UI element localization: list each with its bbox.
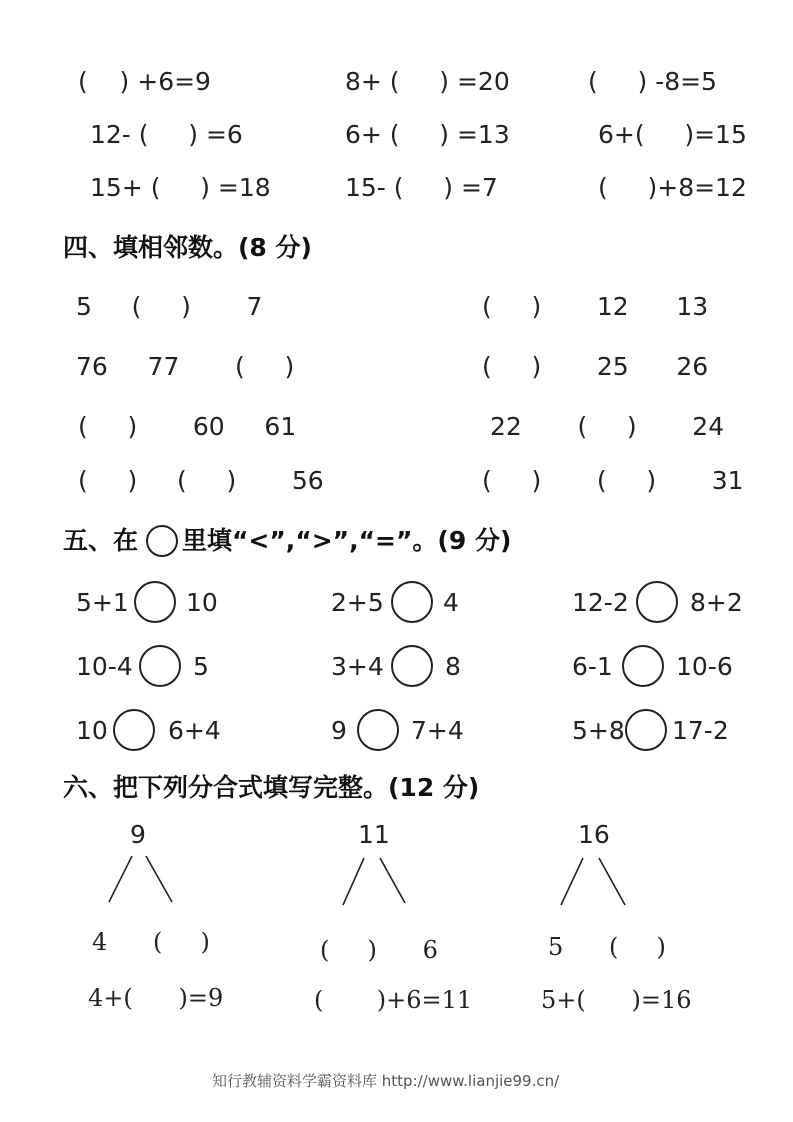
equation-r2-c3: 6+( )=15 bbox=[598, 120, 747, 149]
compare-left: 10 bbox=[76, 716, 108, 745]
equation-r1-c2: 8+ ( ) =20 bbox=[345, 67, 510, 96]
compare-right: 7+4 bbox=[411, 716, 464, 745]
equation-r1-c1: ( ) +6=9 bbox=[78, 67, 211, 96]
equation-r2-c2: 6+ ( ) =13 bbox=[345, 120, 510, 149]
compare-left: 6-1 bbox=[572, 652, 613, 681]
neighbor-right-3: 22 ( ) 24 bbox=[490, 412, 725, 441]
compare-left: 9 bbox=[331, 716, 347, 745]
compare-right: 8 bbox=[445, 652, 461, 681]
tree-equation: 5+( )=16 bbox=[541, 986, 692, 1014]
section6-heading: 六、把下列分合式填写完整。(12 分) bbox=[63, 773, 480, 802]
compare-left: 2+5 bbox=[331, 588, 384, 617]
compare-right: 10-6 bbox=[676, 652, 733, 681]
equation-r3-c3: ( )+8=12 bbox=[598, 173, 747, 202]
compare-left: 5+1 bbox=[76, 588, 129, 617]
compare-right: 4 bbox=[443, 588, 459, 617]
tree-equation: 4+( )=9 bbox=[88, 984, 224, 1012]
equation-r1-c3: ( ) -8=5 bbox=[588, 67, 717, 96]
compare-right: 8+2 bbox=[690, 588, 743, 617]
equation-r3-c2: 15- ( ) =7 bbox=[345, 173, 498, 202]
section5-heading-prefix: 五、在 bbox=[63, 526, 139, 555]
neighbor-right-4: ( ) ( ) 31 bbox=[482, 466, 744, 495]
section4-heading: 四、填相邻数。(8 分) bbox=[63, 233, 312, 262]
tree-parts: 5 ( ) bbox=[548, 933, 666, 961]
neighbor-left-1: 5 ( ) 7 bbox=[76, 292, 263, 321]
neighbor-left-4: ( ) ( ) 56 bbox=[78, 466, 324, 495]
footer-watermark: 知行教辅资料学霸资料库 http://www.lianjie99.cn/ bbox=[212, 1072, 560, 1090]
tree-parts: 4 ( ) bbox=[92, 928, 210, 956]
neighbor-left-2: 76 77 ( ) bbox=[76, 352, 295, 381]
neighbor-right-2: ( ) 25 26 bbox=[482, 352, 709, 381]
compare-right: 17-2 bbox=[672, 716, 729, 745]
section5-heading-suffix: 里填“<”,“>”,“=”。(9 分) bbox=[182, 526, 512, 555]
tree-equation: ( )+6=11 bbox=[314, 986, 473, 1014]
compare-right: 6+4 bbox=[168, 716, 221, 745]
equation-r3-c1: 15+ ( ) =18 bbox=[90, 173, 271, 202]
neighbor-right-1: ( ) 12 13 bbox=[482, 292, 709, 321]
compare-left: 12-2 bbox=[572, 588, 629, 617]
tree-top-number: 9 bbox=[130, 820, 146, 849]
compare-left: 5+8 bbox=[572, 716, 625, 745]
compare-left: 3+4 bbox=[331, 652, 384, 681]
compare-left: 10-4 bbox=[76, 652, 133, 681]
equation-r2-c1: 12- ( ) =6 bbox=[90, 120, 243, 149]
neighbor-left-3: ( ) 60 61 bbox=[78, 412, 297, 441]
tree-top-number: 11 bbox=[358, 820, 390, 849]
compare-right: 10 bbox=[186, 588, 218, 617]
tree-top-number: 16 bbox=[578, 820, 610, 849]
tree-parts: ( ) 6 bbox=[320, 936, 438, 964]
compare-right: 5 bbox=[193, 652, 209, 681]
